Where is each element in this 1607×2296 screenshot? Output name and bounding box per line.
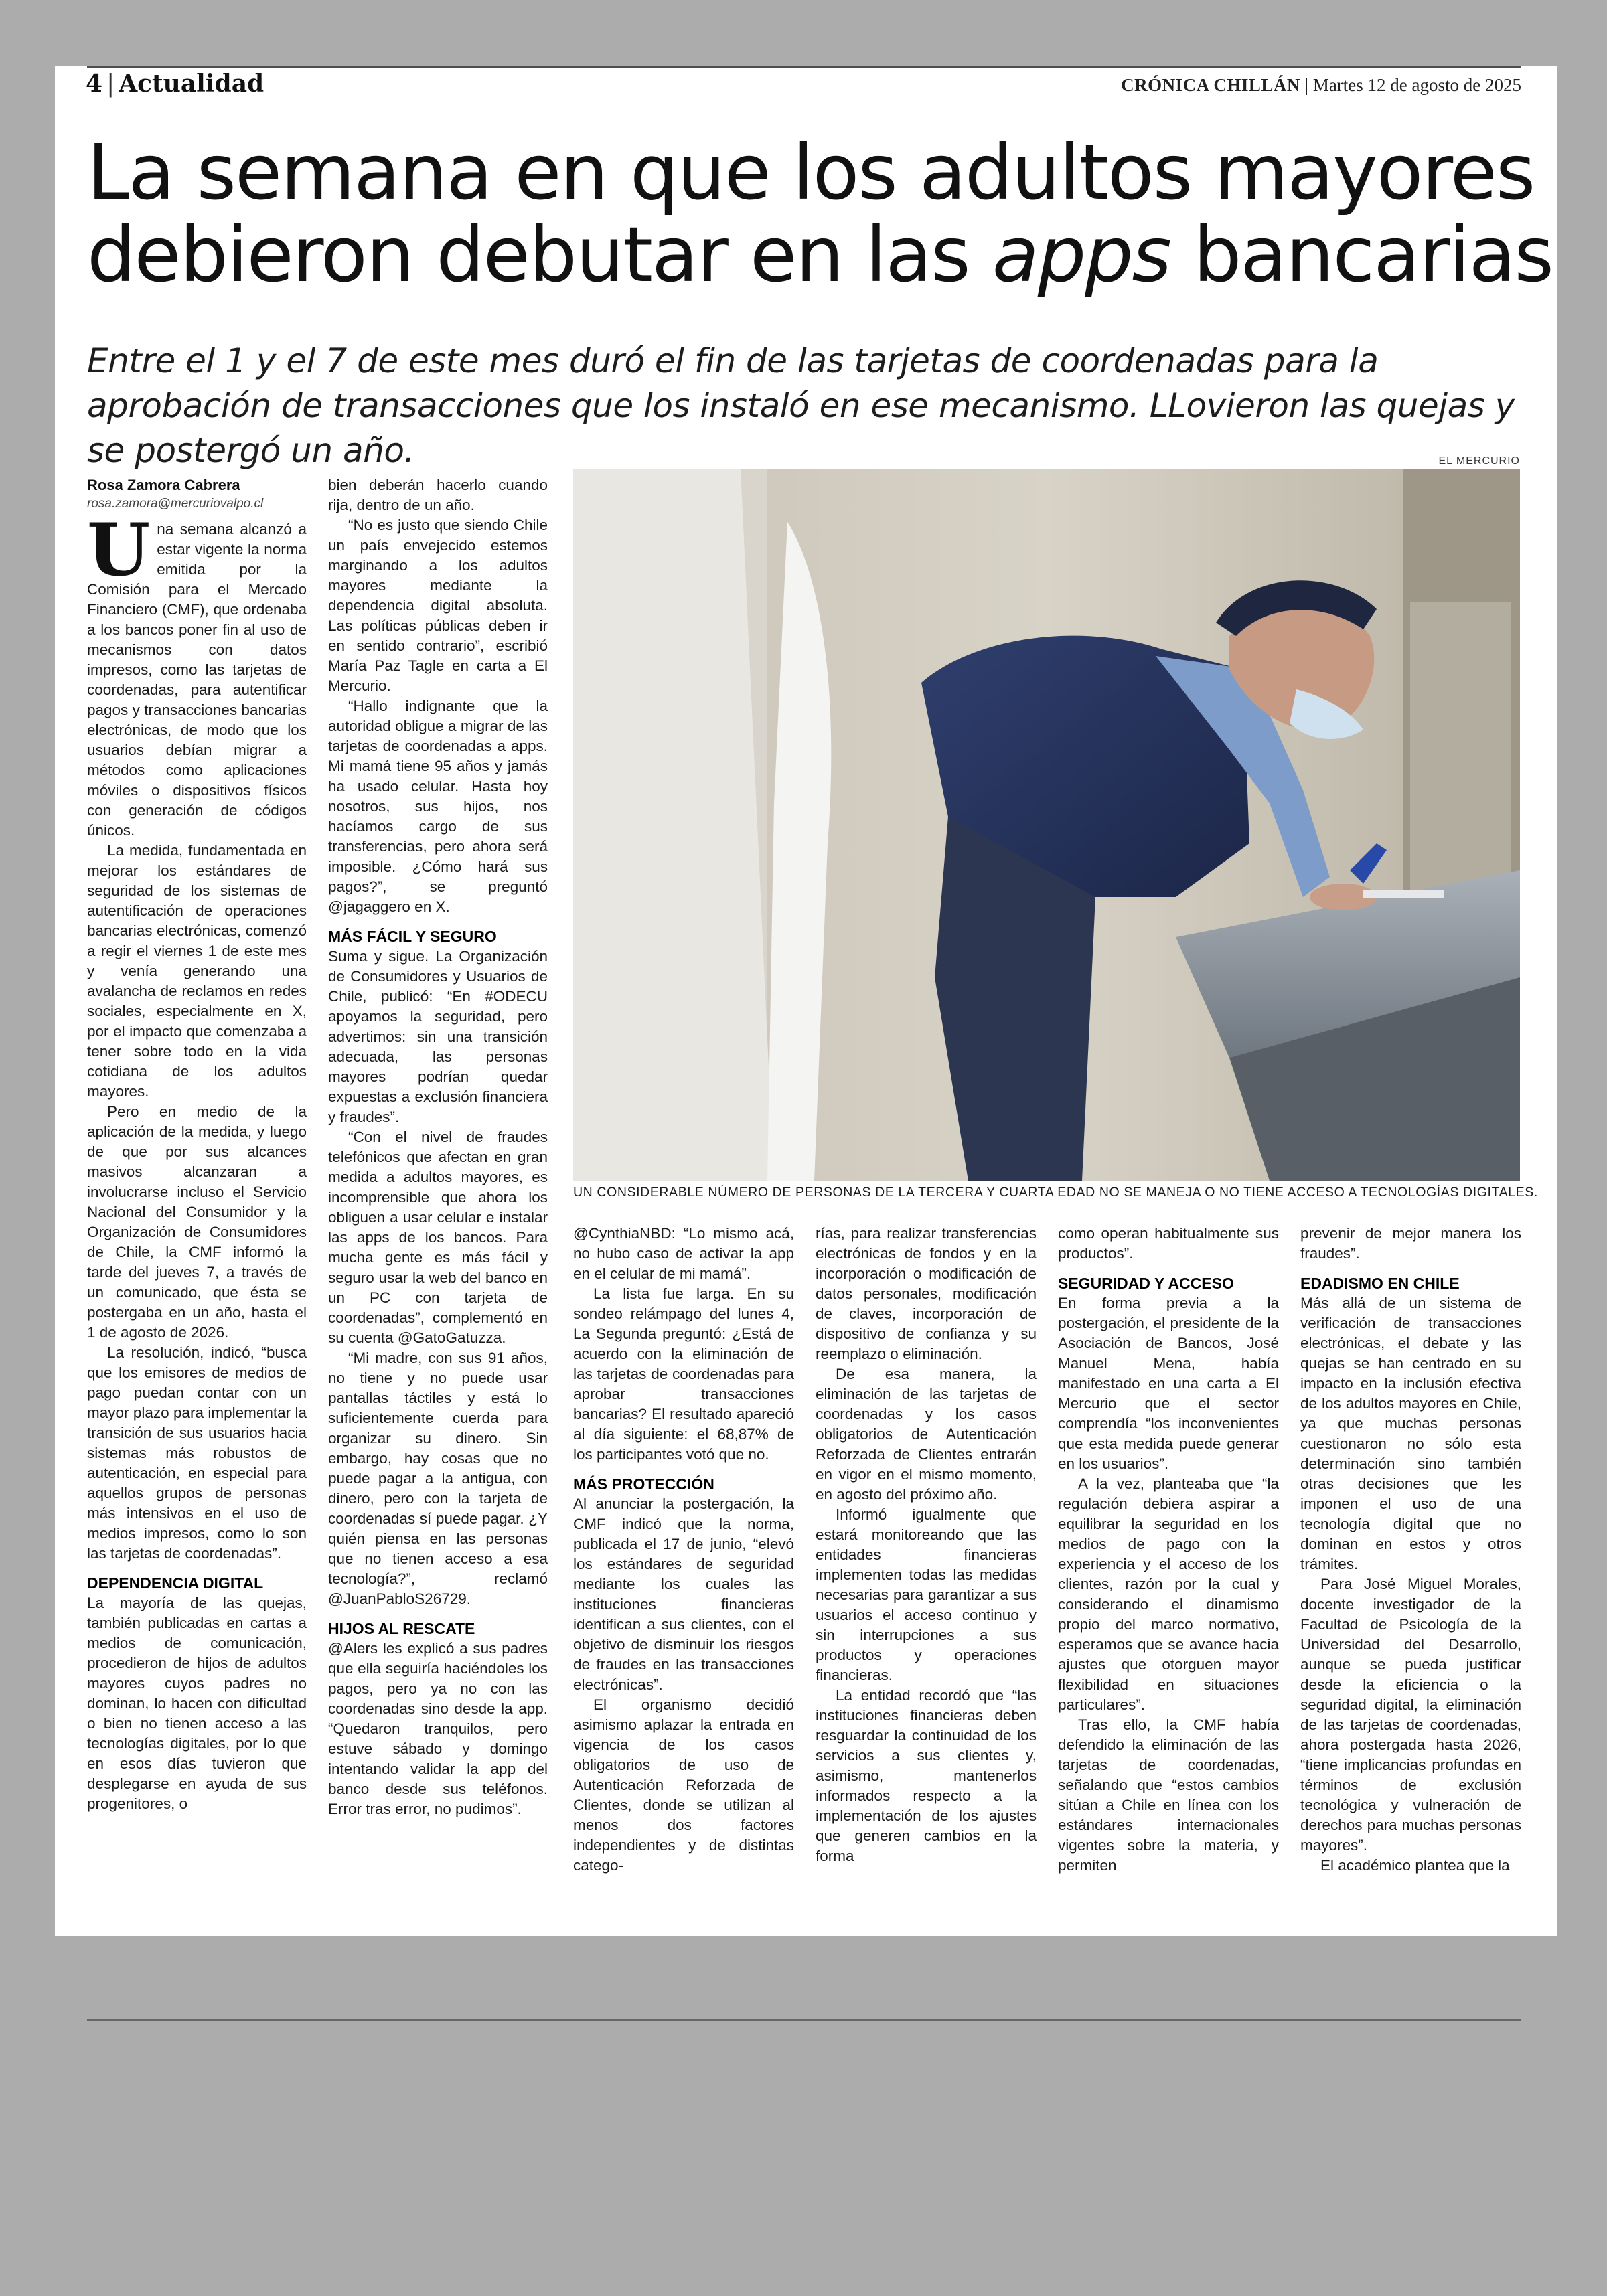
- header-rule: [87, 66, 1521, 68]
- paragraph: Más allá de un sistema de verificación de transacciones electrónicas, el debate y las quejas se han centrado en su impacto en la inclusión efectiva de los adultos mayores en Chile, ya que muchas personas cuestionaron no sólo esta determinación sino también otras decisiones que les imponen el uso de una tecnología digital que no dominan en estos y otros trámites.: [1300, 1295, 1521, 1572]
- article-column-1: [87, 475, 307, 1814]
- article-column-2: [328, 475, 548, 1819]
- publication-name: CRÓNICA CHILLÁN: [1121, 75, 1300, 95]
- article-photo: [573, 469, 1520, 1181]
- headline-line-2: debieron debutar en las apps bancarias: [87, 210, 1553, 300]
- photo-credit: EL MERCURIO: [1438, 455, 1520, 467]
- elderly-man-writing-at-bank-counter-image: [573, 469, 1520, 1181]
- paragraph: @CynthiaNBD: “Lo mismo acá, no hubo caso de activar la app en el celular de mi mamá”.: [573, 1225, 794, 1282]
- paragraph: La medida, fundamentada en mejorar los estándares de seguridad de los sistemas de autentificación de operaciones bancarias electrónicas, comenzó a regir el viernes 1 de este mes y venía generando una avalancha de reclamos en redes sociales, especialmente en X, por el impacto que comenzaba a tener sobre todo en la vida cotidiana de los adultos mayores.: [87, 842, 307, 1100]
- publication-date: Martes 12 de agosto de 2025: [1312, 75, 1521, 95]
- section-heading: SEGURIDAD Y ACCESO: [1058, 1275, 1234, 1292]
- section-heading: DEPENDENCIA DIGITAL: [87, 1574, 264, 1592]
- paragraph: “Hallo indignante que la autoridad obligue a migrar de las tarjetas de coordenadas a apps. Mi mamá tiene 95 años y jamás ha usado celular. Hasta hoy nosotros, sus hijos, nos hacíamos cargo de sus transferencias, pero ahora será imposible. ¿Cómo hará sus pagos?”, se preguntó @jagaggero en X.: [328, 698, 548, 915]
- paragraph: A la vez, planteaba que “la regulación debiera aspirar a equilibrar la seguridad en los medios de pago con la experiencia y el acceso de los clientes, razón por la cual y considerando el dinamismo propio del marco normativo, esperamos que se avance hacia ajustes que otorguen mayor flexibilidad en situaciones particulares”.: [1058, 1475, 1279, 1713]
- paragraph: El académico plantea que la: [1320, 1857, 1510, 1874]
- paragraph: prevenir de mejor manera los fraudes”.: [1300, 1225, 1521, 1262]
- author-name: Rosa Zamora Cabrera: [87, 477, 240, 493]
- article-column-4: [816, 1224, 1037, 1866]
- page-number: 4: [86, 70, 103, 98]
- paragraph: @Alers les explicó a sus padres que ella seguiría haciéndoles los pagos, pero ya no con las coordenadas sino desde la app. “Quedaron tranquilos, pero estuve sábado y domingo intentando validar la app del banco desde sus teléfonos. Error tras error, no pudimos”.: [328, 1640, 548, 1817]
- paragraph: En forma previa a la postergación, el presidente de la Asociación de Bancos, José Manuel Mena, había manifestado en una carta a El Mercurio que el sector comprendía “los inconvenientes que esta medida puede generar en los usuarios”.: [1058, 1295, 1279, 1472]
- paragraph: rías, para realizar transferencias electrónicas de fondos y en la incorporación o modificación de datos personales, modificación de claves, incorporación de dispositivo de confianza y su reemplazo o eliminación.: [816, 1225, 1037, 1362]
- headline: [87, 128, 1553, 300]
- paragraph: La resolución, indicó, “busca que los emisores de medios de pago puedan contar con un mayor plazo para implementar la transición de sus usuarios hacia sistemas más robustos de autenticación, en especial para aquellos grupos de personas más intensivos en el uso de medios impresos, como lo son las tarjetas de coordenadas”.: [87, 1344, 307, 1562]
- drop-cap: U: [87, 508, 151, 592]
- running-header-publication: CRÓNICA CHILLÁN | Martes 12 de agosto de 2025: [1121, 75, 1521, 95]
- paragraph: El organismo decidió asimismo aplazar la entrada en vigencia de los casos obligatorios de uso de Autenticación Reforzada de Clientes, donde se utilizan al menos dos factores independientes y de distintas catego-: [573, 1696, 794, 1874]
- paragraph: La lista fue larga. En su sondeo relámpago del lunes 4, La Segunda preguntó: ¿Está de acuerdo con la eliminación de las tarjetas de coordenadas para aprobar transacciones bancarias? El resultado apareció al día siguiente: el 68,87% de los participantes votó que no.: [573, 1285, 794, 1463]
- article-column-5: [1058, 1224, 1279, 1876]
- article-column-3: [573, 1224, 794, 1876]
- author-email: rosa.zamora@mercuriovalpo.cl: [87, 497, 264, 511]
- paragraph: De esa manera, la eliminación de las tarjetas de coordenadas y los casos obligatorios de Autenticación Reforzada de Clientes entrarán en vigor en el mismo momento, en agosto del próximo año.: [816, 1366, 1037, 1503]
- paragraph: na semana alcanzó a estar vigente la norma emitida por la Comisión para el Mercado Financiero (CMF), que ordenaba a los bancos poner fin al uso de mecanismos con datos impresos, como las tarjetas de coordenadas, para autentificar pagos y transacciones bancarias electrónicas, de modo que los usuarios debían migrar a métodos como aplicaciones móviles o dispositivos físicos con generación de códigos únicos.: [87, 521, 307, 839]
- section-heading: MÁS PROTECCIÓN: [573, 1475, 714, 1493]
- paragraph: “Con el nivel de fraudes telefónicos que afectan en gran medida a adultos mayores, es incomprensible que ahora los obliguen a usar celular e instalar las apps de los bancos. Para mucha gente es más fácil y seguro usar la web del banco en un PC con tarjeta de coordenadas”, complementó en su cuenta @GatoGatuzza.: [328, 1129, 548, 1346]
- section-heading: MÁS FÁCIL Y SEGURO: [328, 928, 497, 945]
- footer-rule: [87, 2019, 1521, 2021]
- paragraph: bien deberán hacerlo cuando rija, dentro de un año.: [328, 477, 548, 513]
- paragraph: como operan habitualmente sus productos”.: [1058, 1225, 1279, 1262]
- section-heading: HIJOS AL RESCATE: [328, 1620, 475, 1637]
- running-header-section: 4 | Actualidad: [86, 70, 264, 98]
- paragraph: “Mi madre, con sus 91 años, no tiene y no puede usar pantallas táctiles y está lo suficientemente cuerda para organizar su dinero. Sin embargo, hay cosas que no puede pagar a la antigua, con dinero, pero con la tarjeta de coordenadas sí puede pagar. ¿Y quién piensa en las personas que no tienen acceso a esa tecnología?”, reclamó @JuanPabloS26729.: [328, 1349, 548, 1607]
- headline-line-1: La semana en que los adultos mayores: [87, 128, 1535, 217]
- paragraph: Suma y sigue. La Organización de Consumidores y Usuarios de Chile, publicó: “En #ODECU apoyamos la seguridad, pero advertimos: sin una transición adecuada, las personas mayores podrían quedar expuestas a exclusión financiera y fraudes”.: [328, 948, 548, 1125]
- section-heading: EDADISMO EN CHILE: [1300, 1275, 1460, 1292]
- paragraph: Para José Miguel Morales, docente investigador de la Facultad de Psicología de la Universidad del Desarrollo, aunque se pueda justificar desde la eficiencia o la seguridad digital, la eliminación de las tarjetas de coordenadas, ahora postergada hasta 2026, “tiene implicancias profundas en términos de exclusión tecnológica y vulneración de derechos para muchas personas mayores”.: [1300, 1576, 1521, 1854]
- section-name: Actualidad: [119, 70, 264, 98]
- paragraph: Tras ello, la CMF había defendido la eliminación de las tarjetas de coordenadas, señalando que “estos cambios sitúan a Chile en línea con los estándares internacionales vigentes sobre la materia, y permiten: [1058, 1716, 1279, 1874]
- photo-caption: UN CONSIDERABLE NÚMERO DE PERSONAS DE LA TERCERA Y CUARTA EDAD NO SE MANEJA O NO TIENE ACCESO A TECNOLOGÍAS DIGITALES.: [573, 1185, 1538, 1200]
- paragraph: Pero en medio de la aplicación de la medida, y luego de que por sus alcances masivos alcanzaran a involucrarse incluso el Servicio Nacional del Consumidor y la Organización de Consumidores de Chile, la CMF informó la tarde del jueves 7, a través de un comunicado, que ésta se postergaba en un año, hasta el 1 de agosto de 2026.: [87, 1103, 307, 1341]
- paragraph: Al anunciar la postergación, la CMF indicó que la norma, publicada el 17 de junio, “elevó los estándares de seguridad mediante los cuales las instituciones financieras identifican a sus clientes, con el objetivo de disminuir los riesgos de fraudes en las transacciones electrónicas”.: [573, 1495, 794, 1693]
- subheadline: Entre el 1 y el 7 de este mes duró el fin de las tarjetas de coordenadas para la aprobación de transacciones que los instaló en ese mecanismo. LLovieron las quejas y se postergó un año.: [87, 341, 1515, 470]
- article-column-6: [1300, 1224, 1521, 1876]
- paragraph: La mayoría de las quejas, también publicadas en cartas a medios de comunicación, procedieron de hijos de adultos mayores cuyos padres no dominan, lo hacen con dificultad o bien no tienen acceso a las tecnologías digitales, por lo que en esos días tuvieron que desplegarse en ayuda de sus progenitores, o: [87, 1594, 307, 1812]
- paragraph: Informó igualmente que estará monitoreando que las entidades financieras implementen todas las medidas necesarias para garantizar a sus usuarios el acceso continuo y sin interrupciones a sus productos y operaciones financieras.: [816, 1506, 1037, 1684]
- paragraph: “No es justo que siendo Chile un país envejecido estemos marginando a los adultos mayores mediante la dependencia digital absoluta. Las políticas públicas deben ir en sentido contrario”, escribió María Paz Tagle en carta a El Mercurio.: [328, 517, 548, 694]
- paragraph: La entidad recordó que “las instituciones financieras deben resguardar la continuidad de los servicios a sus clientes y, asimismo, mantenerlos informados respecto a la implementación de los ajustes que generen cambios en la forma: [816, 1687, 1037, 1864]
